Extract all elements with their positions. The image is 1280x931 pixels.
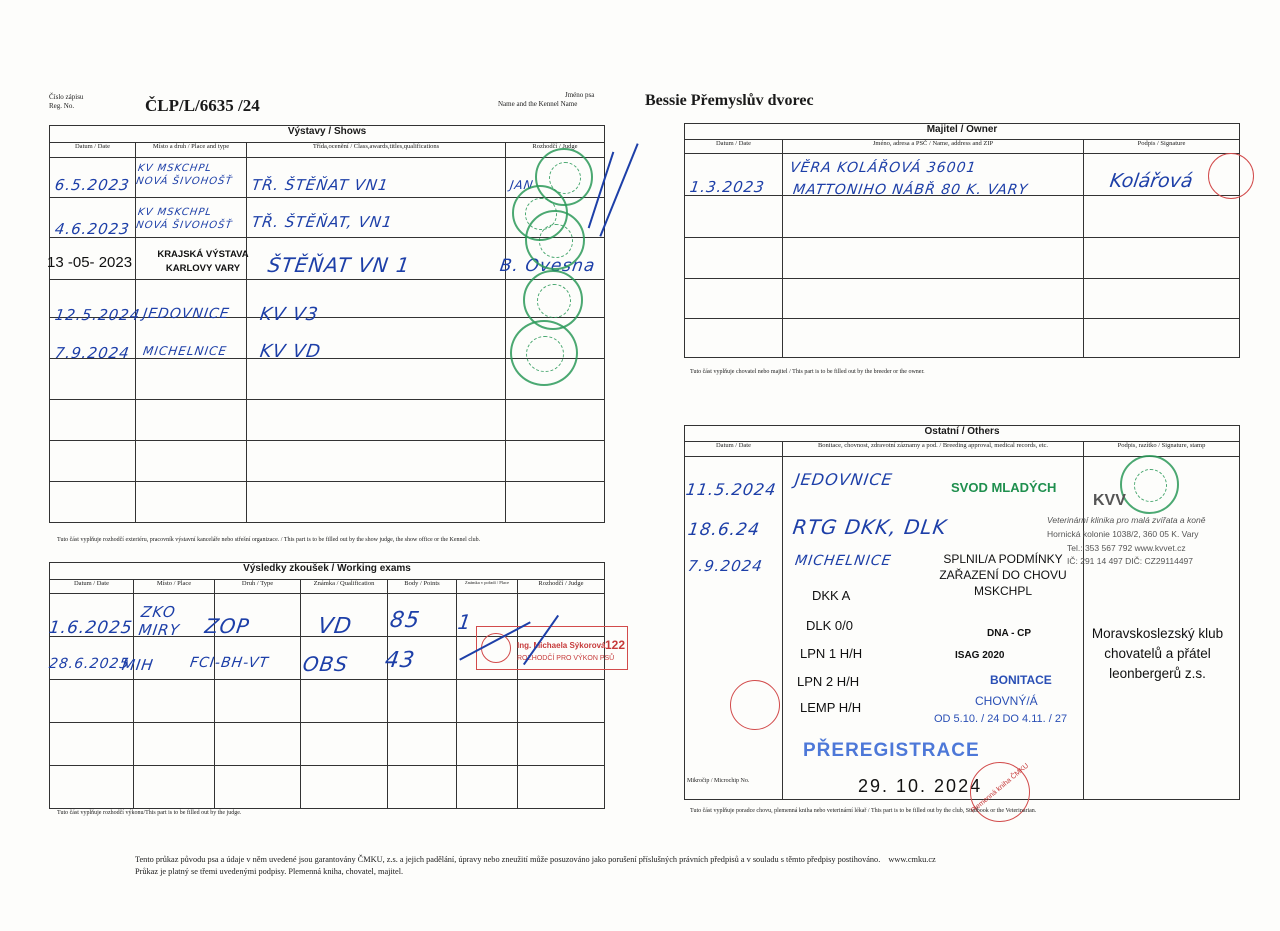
others-col-sign: Podpis, razítko / Signature, stamp (1084, 442, 1240, 457)
footer-text: Tento průkaz původu psa a údaje v něm uvedené jsou garantovány ČMKU, z.s. a jejich padělání, úpravy nebo zneužití může posuzováno jako porušení příslušných právních předpisů a v souladu s těmto předpisy postihováno. (135, 855, 881, 864)
studbook-stamp-text: Plemenná kniha ČMKU (969, 762, 1031, 815)
microchip-label: Mikročip / Microchip No. (687, 778, 750, 784)
footer-url[interactable]: www.cmku.cz (888, 855, 936, 864)
footer-line-2: Průkaz je platný se třemi uvedenými podpisy. Plemenná kniha, chovatel, majitel. (135, 867, 404, 876)
judge-stamp-seal (481, 633, 511, 663)
others-row-2-date: 18.6.24 (686, 520, 762, 540)
svod-mladych-stamp: SVOD MLADÝCH (951, 480, 1057, 495)
shows-title: Výstavy / Shows (50, 126, 605, 143)
show-row-1-judge: JAN (509, 178, 535, 192)
others-row-1-text: JEDOVNICE (793, 470, 894, 489)
show-row-1-class: TŘ. ŠTĚŇAT VN1 (250, 176, 390, 194)
chovny-stamp: CHOVNÝ/Á (975, 694, 1038, 708)
exams-col-date: Datum / Date (50, 580, 134, 594)
show-row-3-judge: B. Ovesna (498, 256, 597, 276)
show-row-2-date: 4.6.2023 (53, 220, 132, 238)
chovny-validity: OD 5.10. / 24 DO 4.11. / 27 (934, 713, 1068, 725)
exams-title: Výsledky zkoušek / Working exams (50, 563, 605, 580)
exam-row-1-date: 1.6.2025 (47, 618, 135, 638)
vet-name: KVV (1093, 492, 1126, 509)
lpn1-result: LPN 1 H/H (800, 646, 863, 661)
owner-title: Majitel / Owner (685, 124, 1240, 140)
vet-club-stamp (1120, 455, 1179, 514)
name-label-cz: Jméno psa (565, 91, 595, 99)
club-stamp-5 (510, 320, 578, 386)
shows-col-place: Místo a druh / Place and type (136, 143, 247, 158)
owner-table (684, 123, 1240, 358)
exam-row-1-order: 1 (456, 610, 474, 634)
name-label-en: Name and the Kennel Name (498, 100, 578, 108)
condition-line-1: SPLNIL/A PODMÍNKY (943, 552, 1063, 566)
signature-stroke (599, 143, 638, 236)
others-row-2-text: RTG DKK, DLK (791, 515, 949, 539)
show-row-4-place: JEDOVNICE (141, 306, 231, 322)
footer-line-1 (135, 855, 936, 864)
exam-row-2-place: MIH (120, 656, 155, 674)
preregistrace-date: 29. 10. 2024 (858, 776, 983, 796)
owner-registration-stamp (1208, 153, 1254, 199)
lemp-result: LEMP H/H (800, 700, 862, 715)
exams-note: Tuto část vyplňuje rozhodčí výkonu/This part is to be filled out by the judge. (57, 810, 242, 816)
exam-row-2-date: 28.6.2025 (47, 656, 131, 672)
exams-col-order: Známka v pořadí / Place (457, 580, 518, 594)
owner-row-name-2: MATTONIHO NÁBŘ 80 K. VARY (791, 182, 1030, 198)
reg-label-en: Reg. No. (49, 102, 75, 110)
exam-row-2-qual: OBS (301, 652, 350, 676)
others-col-date: Datum / Date (685, 442, 783, 457)
lpn2-result: LPN 2 H/H (797, 674, 860, 689)
show-row-5-place: MICHELNICE (142, 344, 229, 358)
club-name-line-1: Moravskoslezský klub (1091, 626, 1224, 641)
show-row-3-date: 13 -05- 2023 (47, 254, 133, 271)
show-row-4-date: 12.5.2024 (53, 306, 142, 324)
exam-row-2-points: 43 (383, 648, 417, 673)
condition-line-3: MSKCHPL (973, 584, 1032, 598)
others-row-1-date: 11.5.2024 (684, 480, 778, 499)
exam-row-1-type: ZOP (203, 614, 252, 638)
club-name-line-3: leonbergerů z.s. (1109, 666, 1206, 681)
show-row-3-place: KRAJSKÁ VÝSTAVA KARLOVY VARY (157, 249, 249, 274)
others-row-3-date: 7.9.2024 (686, 557, 765, 575)
dkk-result: DKK A (812, 588, 851, 603)
exam-row-2-type: FCI-BH-VT (188, 655, 270, 671)
judge-stamp-name: Ing. Michaela Sýkorová (517, 641, 606, 650)
owner-row-date: 1.3.2023 (688, 178, 767, 196)
shows-col-judge: Rozhodčí / Judge (506, 143, 605, 158)
owner-col-name: Jméno, adresa a PSČ / Name, address and ZIP (783, 140, 1084, 154)
show-row-5-date: 7.9.2024 (53, 344, 132, 362)
exam-row-1-place: ZKO MIRY (137, 603, 181, 639)
owner-note: Tuto část vyplňuje chovatel nebo majitel / This part is to be filled out by the breeder or the owner. (690, 369, 925, 375)
bonitace-stamp: BONITACE (990, 673, 1052, 687)
show-row-1-date: 6.5.2023 (53, 176, 132, 194)
show-row-2-class: TŘ. ŠTĚŇAT, VN1 (250, 213, 394, 231)
owner-row-name-1: VĚRA KOLÁŘOVÁ 36001 (788, 160, 978, 176)
show-row-2-place: KV MSKCHPL NOVÁ ŠIVOHOŠŤ (135, 207, 234, 231)
exams-table (49, 562, 605, 809)
others-col-desc: Bonitace, chovnost, zdravotní záznamy a pod. / Breeding approval, medical records, etc. (783, 442, 1084, 457)
others-title: Ostatní / Others (685, 426, 1240, 442)
club-stamp-3 (525, 210, 585, 270)
shows-col-class: Třída,ocenění / Class,awards,titles,qualifications (247, 143, 506, 158)
dna-stamp: DNA - CP (987, 628, 1032, 639)
owner-col-sign: Podpis / Signature (1084, 140, 1240, 154)
others-note: Tuto část vyplňuje poradce chovu, plemenná kniha nebo veterinární lékař / This part is to be filled out by the club, Studbook or the Veterinarian. (690, 808, 1037, 814)
club-name-line-2: chovatelů a přátel (1104, 646, 1211, 661)
owner-row-signature: Kolářová (1108, 170, 1195, 192)
exam-row-1-qual: VD (316, 614, 354, 639)
owner-col-date: Datum / Date (685, 140, 783, 154)
reg-number: ČLP/L/6635 /24 (145, 96, 260, 115)
vet-line-1: Veterinární klinika pro malá zvířata a koně (1047, 515, 1206, 525)
shows-col-date: Datum / Date (50, 143, 136, 158)
show-row-5-class: KV VD (258, 341, 323, 362)
condition-line-2: ZAŘAZENÍ DO CHOVU (939, 568, 1067, 582)
show-row-3-class: ŠTĚŇAT VN 1 (266, 253, 412, 277)
exams-col-place: Místo / Place (134, 580, 215, 594)
shows-note: Tuto část vyplňuje rozhodčí exteriéru, pracovník výstavní kanceláře nebo střešní organizace. / This part is to be filled out by the show judge, the show office or the Kennel club. (57, 537, 481, 543)
exams-col-judge: Rozhodčí / Judge (518, 580, 605, 594)
vet-line-3: Tel.: 353 567 792 www.kvvet.cz (1067, 543, 1186, 553)
exams-col-points: Body / Points (388, 580, 457, 594)
others-row-3-text: MICHELNICE (793, 553, 893, 569)
exams-col-qual: Známka / Qualification (301, 580, 388, 594)
show-row-4-class: KV V3 (258, 304, 321, 325)
vet-line-4: IČ: 291 14 497 DIČ: CZ29114497 (1067, 556, 1194, 566)
judge-stamp (476, 626, 628, 670)
others-registration-stamp (730, 680, 780, 730)
reg-label-cz: Číslo zápisu (49, 93, 84, 101)
judge-stamp-role: ROZHODČÍ PRO VÝKON PSŮ (517, 655, 615, 662)
exam-row-1-points: 85 (388, 608, 422, 633)
judge-stamp-number: 122 (605, 638, 626, 652)
preregistrace-stamp: PŘEREGISTRACE (803, 740, 980, 761)
vet-line-2: Hornická kolonie 1038/2, 360 05 K. Vary (1047, 529, 1199, 539)
dog-name: Bessie Přemyslův dvorec (645, 92, 814, 109)
dlk-result: DLK 0/0 (806, 618, 853, 633)
show-row-1-place: KV MSKCHPL NOVÁ ŠIVOHOŠŤ (135, 163, 234, 187)
isag-stamp: ISAG 2020 (955, 650, 1005, 661)
exams-col-type: Druh / Type (215, 580, 301, 594)
